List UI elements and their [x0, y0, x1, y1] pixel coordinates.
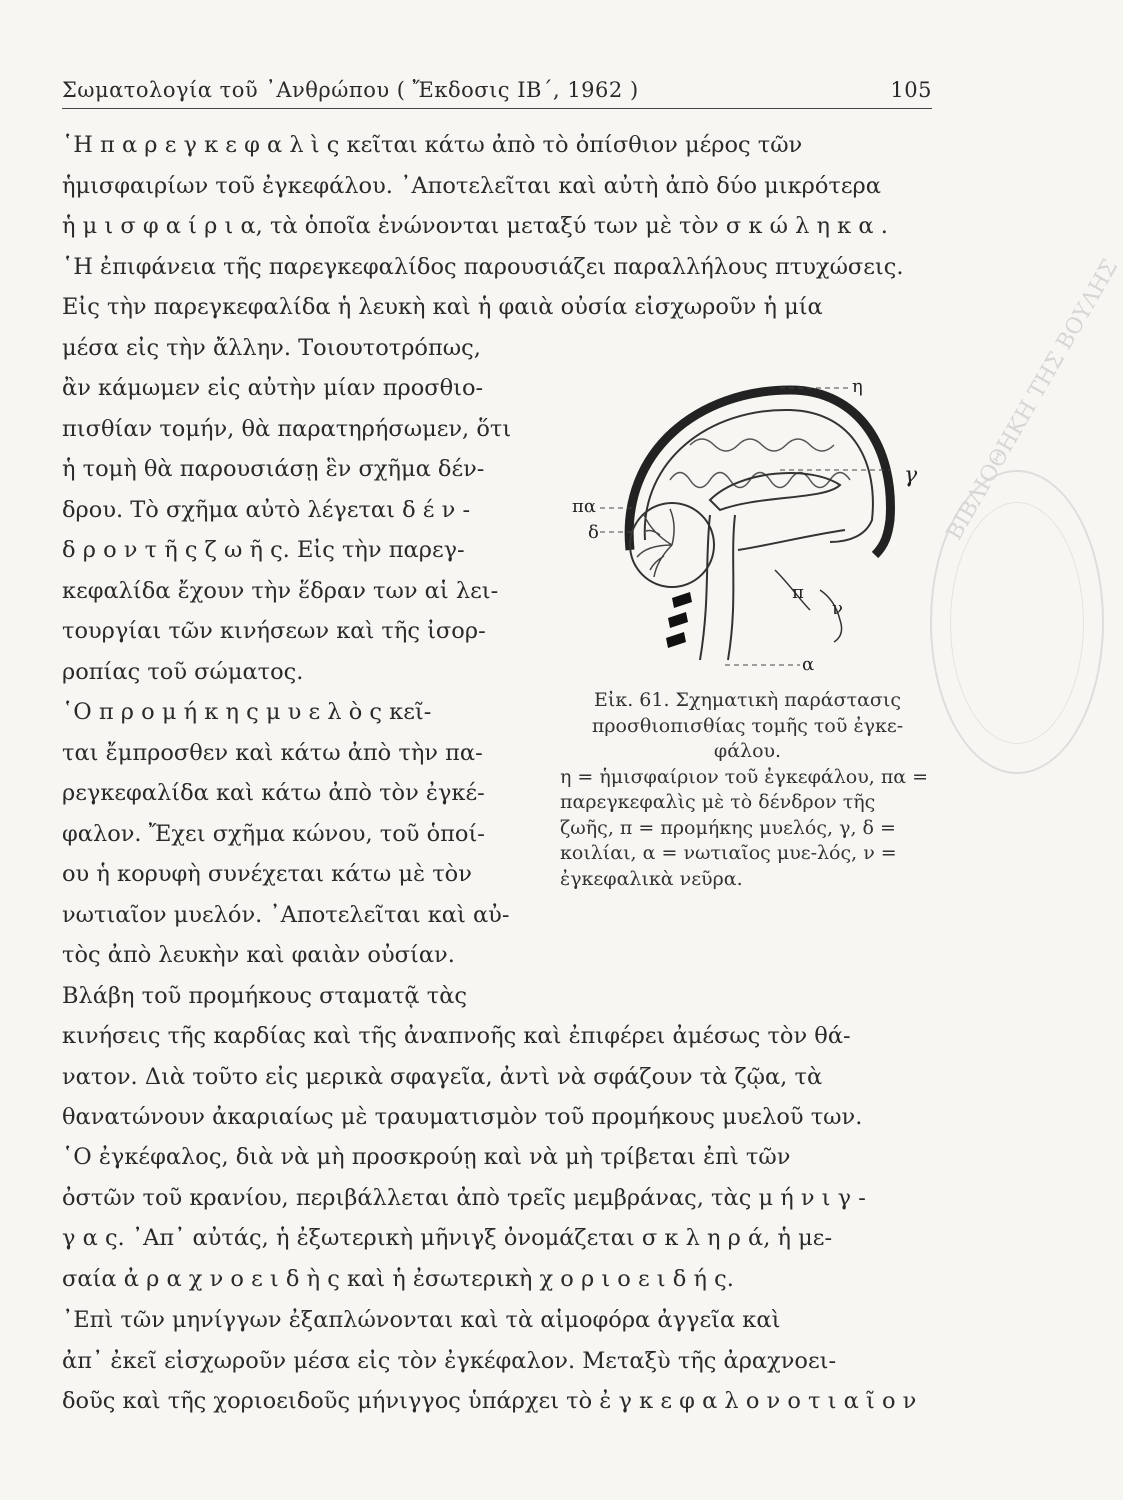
text-line: ρεγκεφαλίδα καὶ κάτω ἀπὸ τὸν ἐγκέ- — [62, 780, 485, 806]
paragraph-tree-of-life — [62, 368, 542, 692]
book-title: Σωματολογία τοῦ ᾿Ανθρώπου ( Ἔκδοσις ΙΒ΄, 1962 ) — [62, 78, 639, 102]
paragraph-cerebellum — [62, 125, 932, 368]
text-line: Εἰς τὴν παρεγκεφαλίδα ἡ λευκὴ καὶ ἡ φαιὰ οὐσία εἰσχωροῦν ἡ μία — [62, 294, 823, 320]
vertebrae-marks — [666, 592, 692, 648]
text-line: τουργίαι τῶν κινήσεων καὶ τῆς ἰσορ- — [62, 618, 486, 644]
text-line: νατον. Διὰ τοῦτο εἰς μερικὰ σφαγεῖα, ἀντὶ νὰ σφάζουν τὰ ζῷα, τὰ — [62, 1063, 823, 1090]
brain-base — [738, 530, 845, 550]
text-line: κεφαλίδα ἔχουν τὴν ἕδραν των αἱ λει- — [62, 577, 499, 604]
text-line: ἡ μ ι σ φ α ί ρ ι α, τὰ ὁποῖα ἑνώνονται μεταξύ των μὲ τὸν σ κ ώ λ η κ α . — [62, 213, 888, 239]
paragraph-meninges — [62, 1137, 932, 1299]
stamp-inner-ring — [950, 502, 1084, 744]
gyri-lines-upper — [690, 439, 834, 451]
running-header — [62, 76, 932, 109]
label-alpha: α — [802, 654, 815, 675]
text-line: γ α ς. ᾿Απ᾿ αὐτάς, ἡ ἐξωτερικὴ μῆνιγξ ὀνομάζεται σ κ λ η ρ ά, ἡ με- — [62, 1225, 833, 1251]
paragraph-medulla — [62, 692, 542, 1016]
label-gamma: γ — [904, 463, 918, 488]
stamp-text: ΒΙΒΛΙΟΘΗΚΗ ΤΗΣ ΒΟΥΛΗΣ — [942, 255, 1123, 545]
text-line: δρου. Τὸ σχῆμα αὐτὸ λέγεται δ έ ν - — [62, 496, 471, 523]
text-line: σαία ἀ ρ α χ ν ο ε ι δ ὴ ς καὶ ἡ ἐσωτερικὴ χ ο ρ ι ο ε ι δ ή ς. — [62, 1265, 734, 1292]
text-line: δ ρ ο ν τ ῆ ς ζ ω ῆ ς. Εἰς τὴν παρεγ- — [62, 537, 465, 563]
text-line: μέσα εἰς τὴν ἄλλην. Τοιουτοτρόπως, — [62, 334, 481, 361]
text-line: ῾Ο ἐγκέφαλος, διὰ νὰ μὴ προσκρούῃ καὶ νὰ μὴ τρίβεται ἐπὶ τῶν — [62, 1144, 791, 1170]
text-line: ἡ τομὴ θὰ παρουσιάσῃ ἓν σχῆμα δέν- — [62, 456, 485, 482]
paragraph-medulla-continued — [62, 1016, 932, 1138]
caption-title: Εἰκ. 61. Σχηματικὴ παράστασις προσθιοπισθίας τομῆς τοῦ ἐγκε-φάλου. — [591, 689, 904, 762]
brain-diagram — [560, 360, 935, 680]
text-line: ἡμισφαιρίων τοῦ ἐγκεφάλου. ᾿Αποτελεῖται καὶ αὐτὴ ἀπὸ δύο μικρότερα — [62, 172, 881, 199]
label-eta: η — [852, 376, 863, 397]
text-line: ροπίας τοῦ σώματος. — [62, 658, 304, 685]
text-line: δοῦς καὶ τῆς χοριοειδοῦς μήνιγγος ὑπάρχει τὸ ἐ γ κ ε φ α λ ο ν ο τ ι α ῖ ο ν — [62, 1388, 917, 1414]
text-line: νωτιαῖον μυελόν. ᾿Αποτελεῖται καὶ αὐ- — [62, 901, 510, 928]
text-line: ται ἔμπροσθεν καὶ κάτω ἀπὸ τὴν πα- — [62, 739, 483, 766]
text-line: κινήσεις τῆς καρδίας καὶ τῆς ἀναπνοῆς καὶ ἐπιφέρει ἀμέσως τὸν θά- — [62, 1023, 851, 1049]
label-pi: π — [792, 582, 804, 603]
text-line: ἂν κάμωμεν εἰς αὐτὴν μίαν προσθιο- — [62, 375, 484, 401]
text-line: τὸς ἀπὸ λευκὴν καὶ φαιὰν οὐσίαν. — [62, 942, 455, 968]
brain-section-figure — [560, 360, 935, 680]
text-line: φαλον. Ἔχει σχῆμα κώνου, τοῦ ὁποί- — [62, 820, 485, 847]
library-stamp — [930, 255, 1123, 774]
text-line: ᾿Επὶ τῶν μηνίγγων ἐξαπλώνονται καὶ τὰ αἱμοφόρα ἀγγεῖα καὶ — [62, 1307, 781, 1333]
paragraph-csf — [62, 1300, 932, 1422]
label-nu: ν — [832, 598, 843, 619]
text-line: Βλάβη τοῦ προμήκους σταματᾷ τὰς — [62, 982, 468, 1009]
gyri-lines — [670, 473, 850, 488]
figure-caption — [560, 688, 935, 892]
text-line: θανατώνουν ἀκαριαίως μὲ τραυματισμὸν τοῦ προμήκους μυελοῦ των. — [62, 1104, 863, 1130]
label-pa: πα — [572, 496, 596, 517]
text-line: ῾Ο π ρ ο μ ή κ η ς μ υ ε λ ὸ ς κεῖ- — [62, 699, 432, 725]
text-line: ῾Η ἐπιφάνεια τῆς παρεγκεφαλίδος παρουσιάζει παραλλήλους πτυχώσεις. — [62, 253, 904, 280]
label-delta: δ — [588, 522, 599, 543]
text-line: ου ἡ κορυφὴ συνέχεται κάτω μὲ τὸν — [62, 861, 472, 887]
tree-of-life — [637, 509, 674, 577]
text-line: ἀπ᾿ ἐκεῖ εἰσχωροῦν μέσα εἰς τὸν ἐγκέφαλον. Μεταξὺ τῆς ἀραχνοει- — [62, 1347, 837, 1374]
text-line: πισθίαν τομήν, θὰ παρατηρήσωμεν, ὅτι — [62, 415, 512, 442]
text-line: ῾Η π α ρ ε γ κ ε φ α λ ὶ ς κεῖται κάτω ἀπὸ τὸ ὀπίσθιον μέρος τῶν — [62, 132, 803, 158]
caption-legend: η = ἡμισφαίριον τοῦ ἐγκεφάλου, πα = παρεγκεφαλὶς μὲ τὸ δένδρον τῆς ζωῆς, π = προμήκης μυελός, γ, δ = κοιλίαι, α = νωτιαῖος μυε-λός, ν = ἐγκεφαλικὰ νεῦρα. — [560, 765, 929, 890]
page-number: 105 — [890, 78, 932, 102]
text-line: ὀστῶν τοῦ κρανίου, περιβάλλεται ἀπὸ τρεῖς μεμβράνας, τὰς μ ή ν ι γ - — [62, 1184, 866, 1211]
brainstem — [700, 515, 735, 660]
